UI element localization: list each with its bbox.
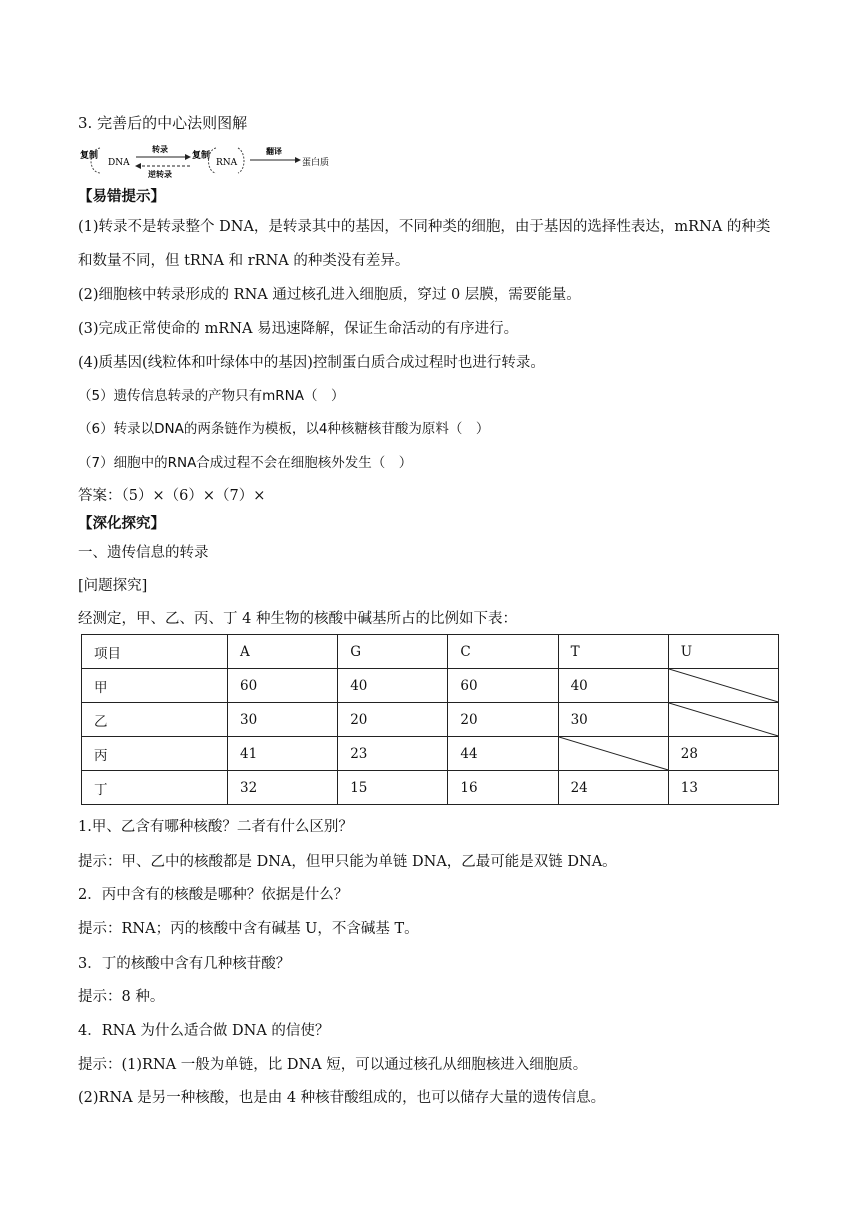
table-cell: 30 [558, 703, 668, 737]
header-cell: 项目 [82, 635, 228, 669]
table-cell: 20 [338, 703, 448, 737]
question-1: 1.甲、乙含有哪种核酸？二者有什么区别？ [78, 819, 353, 835]
problem-label: [问题探究] [78, 578, 148, 594]
tip-line: 和数量不同，但 tRNA 和 rRNA 的种类没有差异。 [78, 253, 410, 269]
hint-2: 提示：RNA；丙的核酸中含有碱基 U，不含碱基 T。 [78, 921, 419, 937]
subsection-title: 一、遗传信息的转录 [78, 545, 209, 561]
question-3: 3．丁的核酸中含有几种核苷酸？ [78, 956, 291, 972]
table-cell: 丁 [82, 771, 228, 805]
table-row [82, 737, 779, 771]
section-title: 3. 完善后的中心法则图解 [78, 114, 248, 132]
question-7: （7）细胞中的RNA合成过程不会在细胞核外发生（ ） [78, 455, 413, 471]
table-intro: 经测定，甲、乙、丙、丁 4 种生物的核酸中碱基所占的比例如下表： [78, 611, 517, 627]
explore-heading: 【深化探究】 [78, 515, 165, 532]
table-cell-empty [668, 669, 778, 703]
dna-node: DNA [108, 158, 130, 168]
table-cell: 30 [228, 703, 338, 737]
hint-1: 提示：甲、乙中的核酸都是 DNA，但甲只能为单链 DNA，乙最可能是双链 DNA。 [78, 854, 617, 870]
table-cell: 44 [448, 737, 558, 771]
header-cell: U [668, 635, 778, 669]
table-cell: 甲 [82, 669, 228, 703]
base-ratio-table [81, 634, 779, 805]
protein-node: 蛋白质 [302, 158, 330, 168]
answer-line: 答案：（5）×（6）×（7）× [78, 488, 266, 504]
table-cell: 28 [668, 737, 778, 771]
replication-right-label: 复制 [192, 151, 211, 161]
reverse-transcription-label: 逆转录 [148, 169, 172, 179]
header-cell: A [228, 635, 338, 669]
hint-3: 提示：8 种。 [78, 989, 165, 1005]
question-4: 4．RNA 为什么适合做 DNA 的信使？ [78, 1023, 330, 1039]
translation-label: 翻译 [266, 146, 282, 156]
question-2: 2．丙中含有的核酸是哪种？依据是什么？ [78, 887, 349, 903]
table-cell-empty [668, 703, 778, 737]
table-row [82, 771, 779, 805]
table-cell: 32 [228, 771, 338, 805]
table-row [82, 703, 779, 737]
tip-line: (4)质基因(线粒体和叶绿体中的基因)控制蛋白质合成过程时也进行转录。 [78, 355, 545, 371]
question-6: （6）转录以DNA的两条链作为模板，以4种核糖核苷酸为原料（ ） [78, 421, 490, 437]
table-cell: 40 [558, 669, 668, 703]
tip-line: (3)完成正常使命的 mRNA 易迅速降解，保证生命活动的有序进行。 [78, 321, 519, 337]
hint-4-part1: 提示：(1)RNA 一般为单链，比 DNA 短，可以通过核孔从细胞核进入细胞质。 [78, 1057, 588, 1073]
table-cell: 24 [558, 771, 668, 805]
central-dogma-diagram [78, 140, 338, 180]
table-cell: 13 [668, 771, 778, 805]
table-cell: 15 [338, 771, 448, 805]
table-cell: 乙 [82, 703, 228, 737]
table-row [82, 669, 779, 703]
tip-line: (1)转录不是转录整个 DNA，是转录其中的基因，不同种类的细胞，由于基因的选择性表达，mRNA 的种类 [78, 219, 771, 235]
hint-4-part2: (2)RNA 是另一种核酸，也是由 4 种核苷酸组成的，也可以储存大量的遗传信息。 [78, 1090, 606, 1106]
table-cell: 40 [338, 669, 448, 703]
header-cell: G [338, 635, 448, 669]
replication-left-label: 复制 [80, 151, 99, 161]
table-cell: 60 [228, 669, 338, 703]
tips-heading: 【易错提示】 [78, 188, 165, 205]
tip-line: (2)细胞核中转录形成的 RNA 通过核孔进入细胞质，穿过 0 层膜，需要能量。 [78, 287, 581, 303]
table-cell: 23 [338, 737, 448, 771]
table-cell: 20 [448, 703, 558, 737]
table-cell: 41 [228, 737, 338, 771]
table-cell: 60 [448, 669, 558, 703]
rna-node: RNA [216, 158, 238, 168]
table-cell-empty [558, 737, 668, 771]
question-5: （5）遗传信息转录的产物只有mRNA（ ） [78, 388, 345, 404]
header-cell: C [448, 635, 558, 669]
table-cell: 丙 [82, 737, 228, 771]
header-cell: T [558, 635, 668, 669]
table-header-row [82, 635, 779, 669]
table-cell: 16 [448, 771, 558, 805]
transcription-label: 转录 [152, 144, 168, 154]
